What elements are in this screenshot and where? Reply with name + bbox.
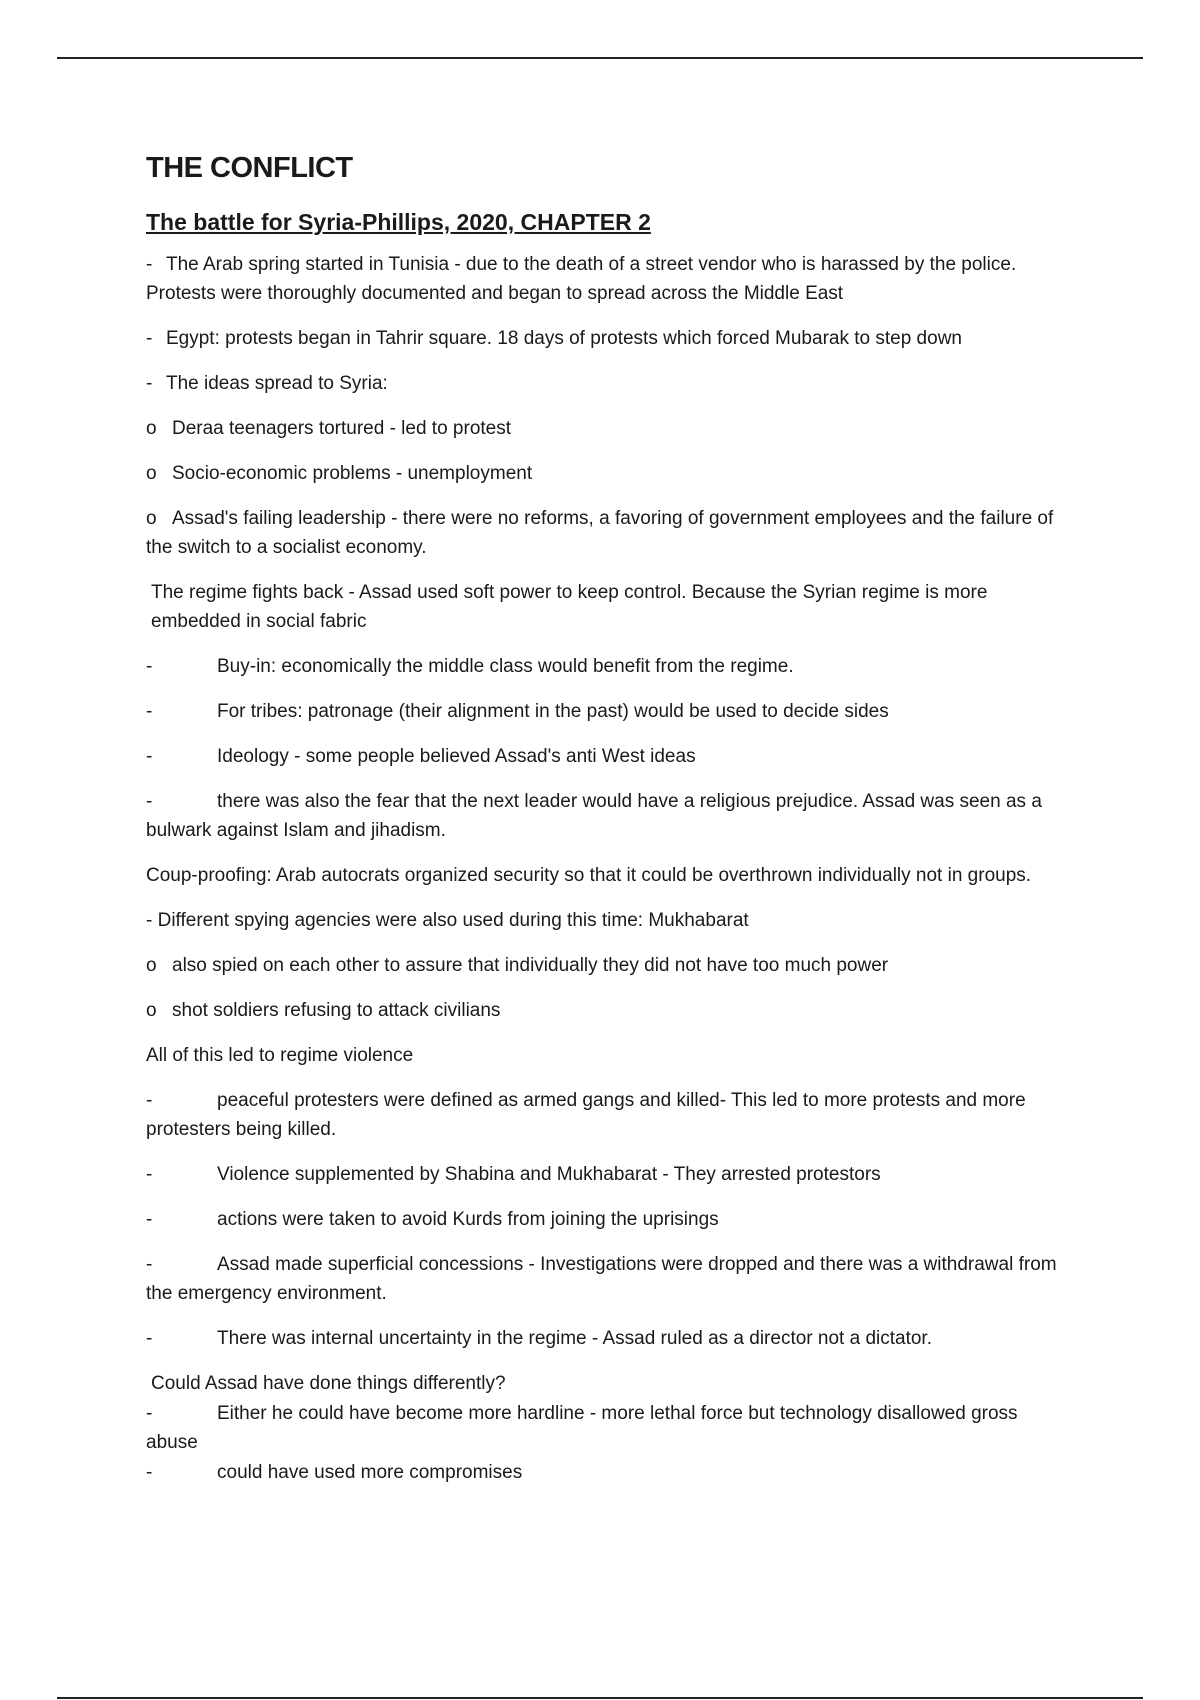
tab-bullet-4 — [146, 787, 1066, 845]
sub-bullet-5 — [146, 996, 1066, 1025]
tab-bullet-10 — [146, 1399, 1066, 1457]
sub-bullet-3 — [146, 504, 1066, 562]
paragraph-text: Violence supplemented by Shabina and Mukhabarat - They arrested protestors — [217, 1164, 881, 1185]
sub-bullet-4 — [146, 951, 1066, 980]
paragraph-text: Deraa teenagers tortured - led to protest — [172, 418, 512, 439]
paragraph-coup-proofing: Coup-proofing: Arab autocrats organized security so that it could be overthrown individually not in groups. — [146, 865, 1032, 886]
sub-bullet-2 — [146, 459, 1066, 488]
dash-marker: - — [146, 1164, 153, 1185]
tab-bullet-9 — [146, 1324, 1066, 1353]
paragraph-text: The ideas spread to Syria: — [166, 373, 388, 394]
tab-bullet-5 — [146, 1086, 1066, 1144]
paragraph-1 — [146, 250, 1066, 308]
document-title: THE CONFLICT — [146, 152, 353, 184]
tab-bullet-6 — [146, 1160, 1066, 1189]
tab-bullet-8 — [146, 1250, 1066, 1308]
document-subtitle: The battle for Syria-Phillips, 2020, CHAPTER 2 — [146, 209, 651, 235]
paragraph-text: Buy-in: economically the middle class would benefit from the regime. — [217, 656, 794, 677]
tab-bullet-3 — [146, 742, 1066, 771]
dash-marker: - — [146, 1403, 153, 1424]
dash-marker: - — [146, 373, 153, 394]
dash-marker: - — [146, 1462, 153, 1483]
paragraph-regime-fights-back: The regime fights back - Assad used soft power to keep control. Because the Syrian regime is more embedded in social fabric — [151, 582, 988, 632]
dash-marker: - — [146, 746, 153, 767]
circle-bullet-marker: o — [146, 1000, 157, 1021]
paragraph-text: Ideology - some people believed Assad's anti West ideas — [217, 746, 696, 767]
top-rule — [57, 57, 1143, 59]
paragraph-regime-violence: All of this led to regime violence — [146, 1045, 414, 1066]
tab-bullet-2 — [146, 697, 1066, 726]
dash-marker: - — [146, 1209, 153, 1230]
paragraph-text: could have used more compromises — [217, 1462, 523, 1483]
dash-marker: - — [146, 701, 153, 722]
paragraph-text: Socio-economic problems - unemployment — [172, 463, 533, 484]
circle-bullet-marker: o — [146, 508, 157, 529]
paragraph-3 — [146, 369, 1066, 398]
paragraph-text: also spied on each other to assure that individually they did not have too much power — [172, 955, 889, 976]
paragraph-text: The Arab spring started in Tunisia - due to the death of a street vendor who is harassed by the police. Protests were thoroughly documented and began to spread across the Middle East — [146, 254, 1017, 304]
paragraph-text: There was internal uncertainty in the regime - Assad ruled as a director not a dictator. — [217, 1328, 932, 1349]
dash-marker: - — [146, 1254, 153, 1275]
paragraph-text: For tribes: patronage (their alignment in the past) would be used to decide sides — [217, 701, 889, 722]
paragraph-text: peaceful protesters were defined as armed gangs and killed- This led to more protests and more protesters being killed. — [146, 1090, 1026, 1140]
dash-marker: - — [146, 791, 153, 812]
tab-bullet-1 — [146, 652, 1066, 681]
paragraph-text: Assad's failing leadership - there were no reforms, a favoring of government employees and the failure of the switch to a socialist economy. — [146, 508, 1054, 558]
tab-bullet-7 — [146, 1205, 1066, 1234]
paragraph-spying-agencies: - Different spying agencies were also used during this time: Mukhabarat — [146, 910, 749, 931]
dash-marker: - — [146, 1328, 153, 1349]
paragraph-text: Egypt: protests began in Tahrir square. 18 days of protests which forced Mubarak to step down — [166, 328, 962, 349]
bottom-rule — [57, 1697, 1143, 1699]
paragraph-question: Could Assad have done things differently? — [151, 1373, 506, 1394]
dash-marker: - — [146, 328, 153, 349]
circle-bullet-marker: o — [146, 955, 157, 976]
sub-bullet-1 — [146, 414, 1066, 443]
paragraph-text: Assad made superficial concessions - Investigations were dropped and there was a withdrawal from the emergency environment. — [146, 1254, 1057, 1304]
paragraph-2 — [146, 324, 1066, 353]
paragraph-text: actions were taken to avoid Kurds from joining the uprisings — [217, 1209, 719, 1230]
document-body — [146, 148, 1066, 1488]
paragraph-text: shot soldiers refusing to attack civilians — [172, 1000, 501, 1021]
paragraph-text: there was also the fear that the next leader would have a religious prejudice. Assad was seen as a bulwark against Islam and jihadism. — [146, 791, 1042, 841]
dash-marker: - — [146, 254, 153, 275]
dash-marker: - — [146, 1090, 153, 1111]
circle-bullet-marker: o — [146, 463, 157, 484]
tab-bullet-11 — [146, 1458, 1066, 1487]
circle-bullet-marker: o — [146, 418, 157, 439]
paragraph-text: Either he could have become more hardline - more lethal force but technology disallowed gross abuse — [146, 1403, 1018, 1453]
dash-marker: - — [146, 656, 153, 677]
